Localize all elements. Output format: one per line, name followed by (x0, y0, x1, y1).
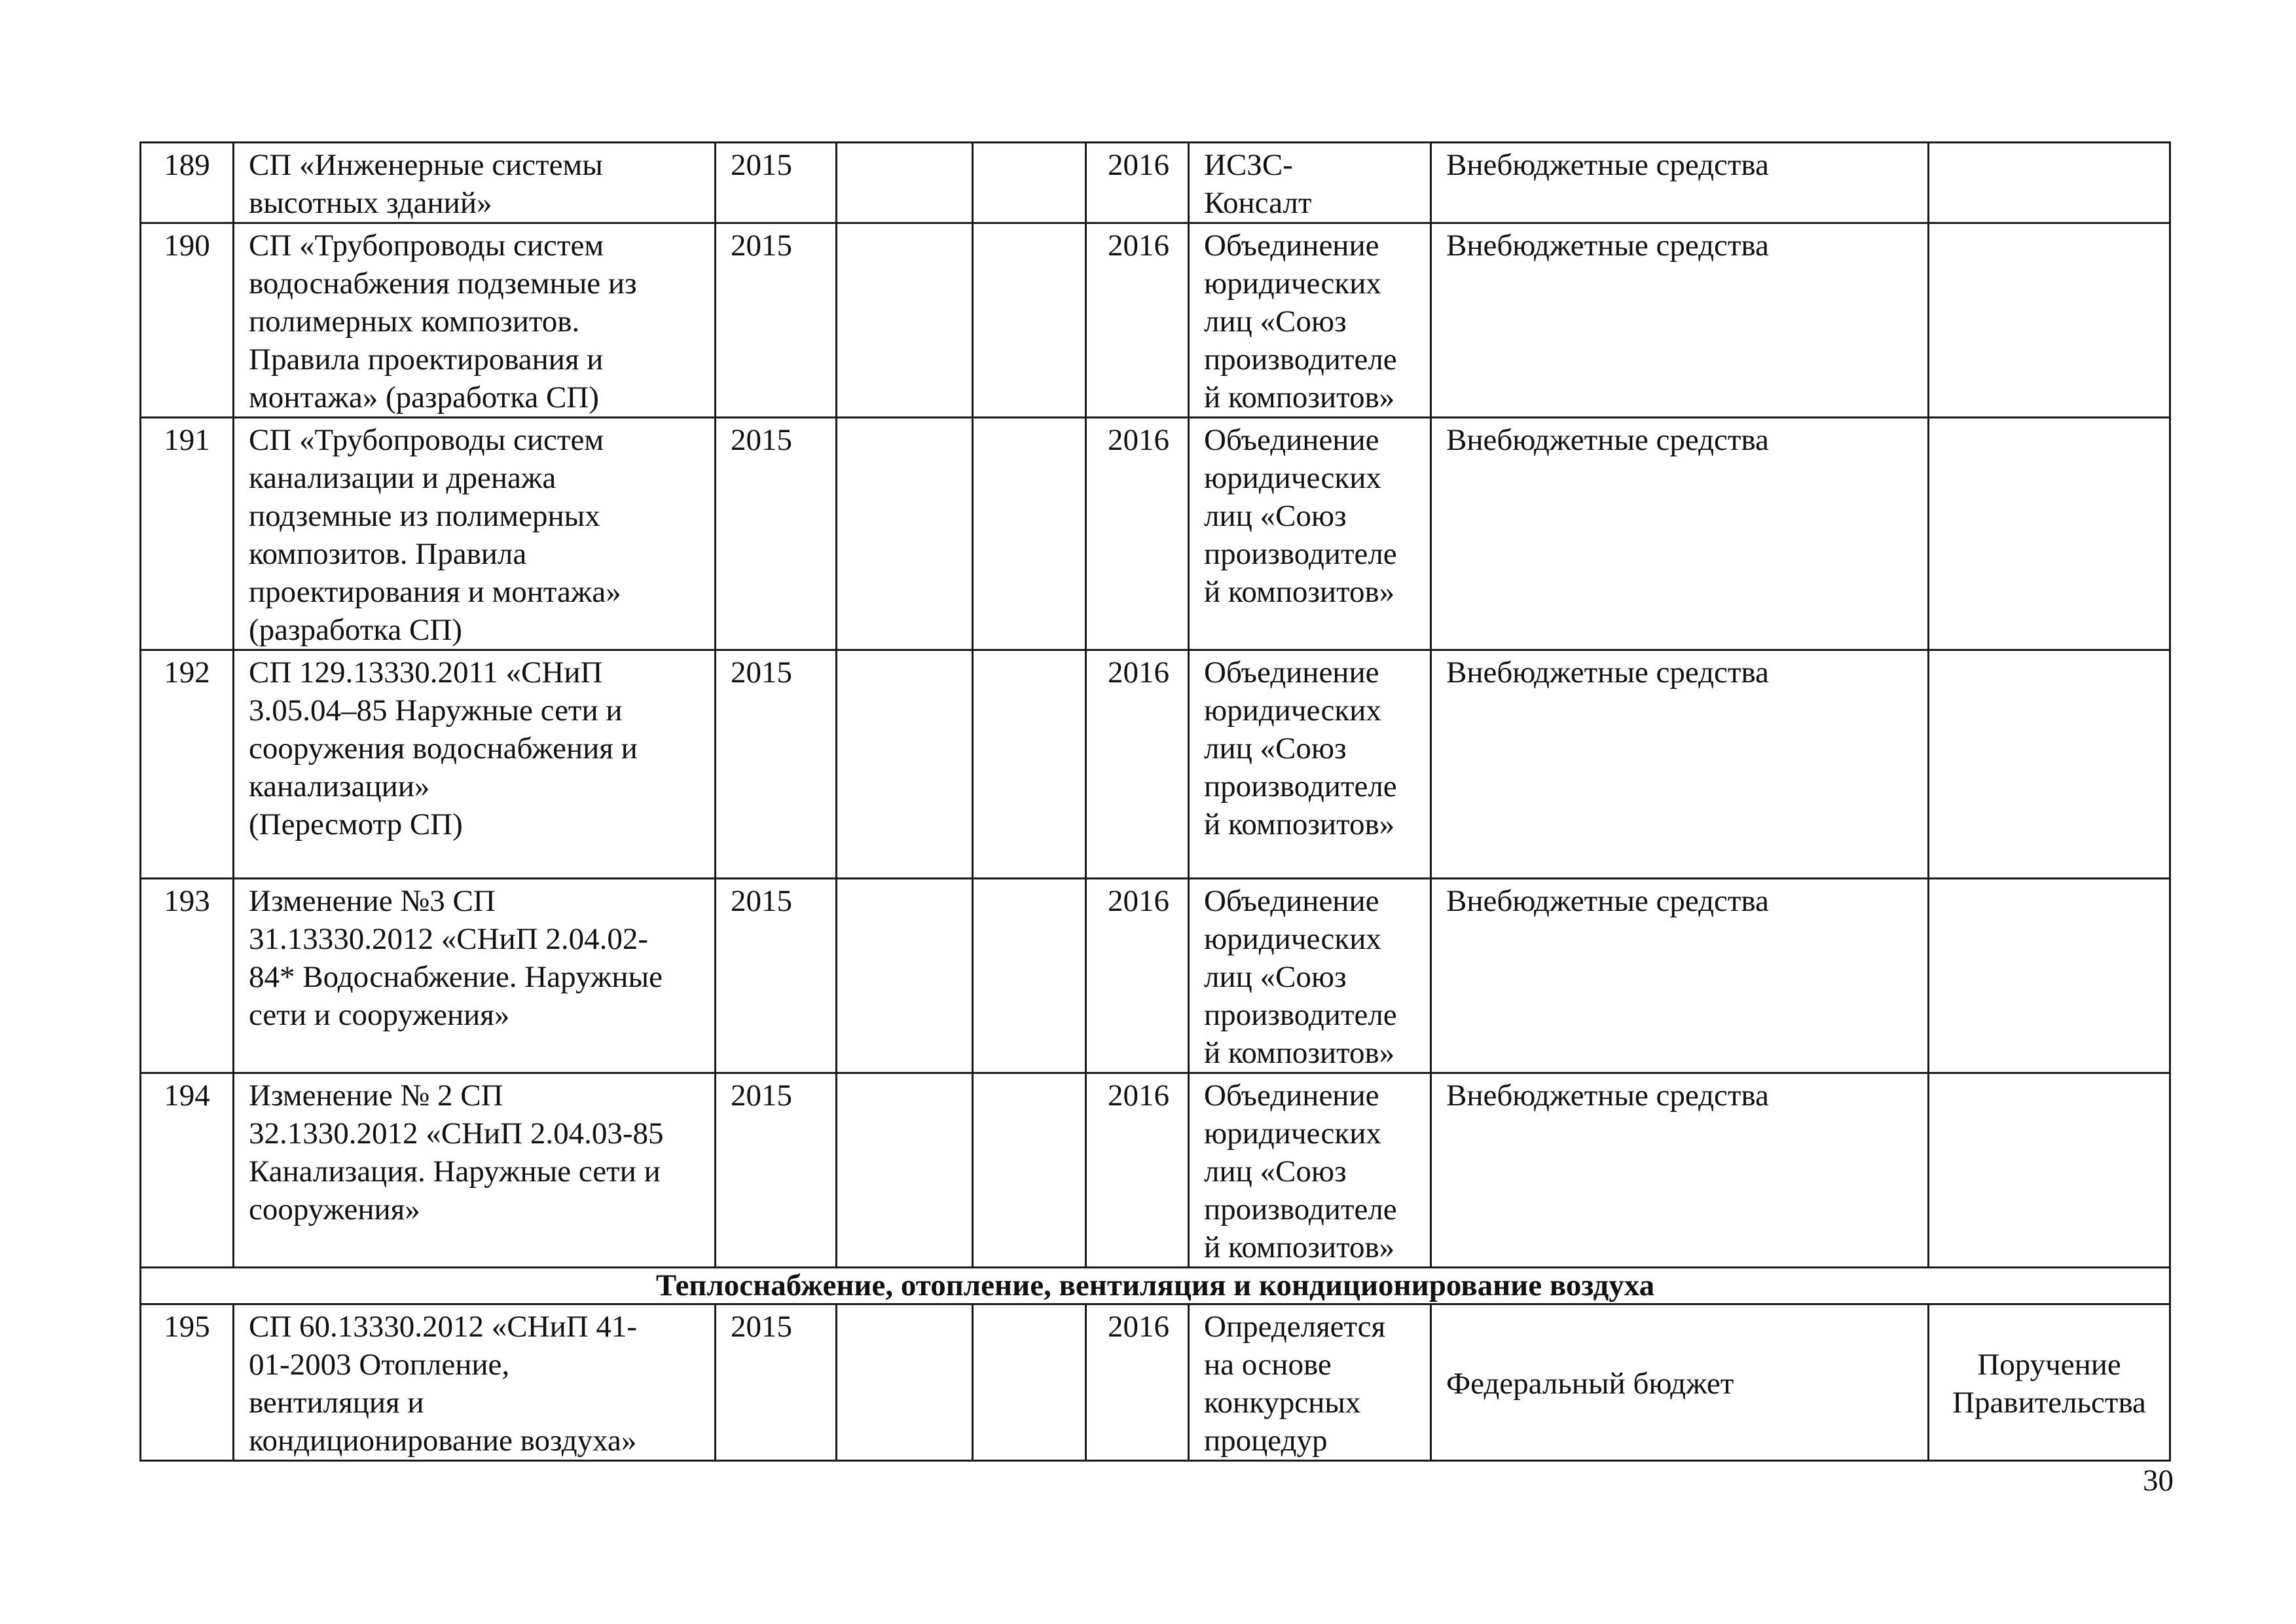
note (1929, 879, 2170, 1073)
table-row (141, 223, 2170, 418)
page-number: 30 (2143, 1464, 2174, 1498)
document-name: Изменение № 2 СП 32.1330.2012 «СНиП 2.04.03-85 Канализация. Наружные сети и сооружения» (234, 1073, 716, 1268)
table-row (141, 879, 2170, 1073)
developer: Объединение юридических лиц «Союз производителе й композитов» (1189, 223, 1431, 418)
developer: Объединение юридических лиц «Союз производителе й композитов» (1189, 650, 1431, 879)
note (1929, 223, 2170, 418)
developer: Объединение юридических лиц «Союз производителе й композитов» (1189, 879, 1431, 1073)
start-year: 2015 (716, 1073, 837, 1268)
row-number: 191 (141, 418, 234, 650)
developer: Объединение юридических лиц «Союз производителе й композитов» (1189, 418, 1431, 650)
section-header-row (141, 1268, 2170, 1304)
end-year: 2016 (1086, 418, 1189, 650)
start-year: 2015 (716, 418, 837, 650)
note (1929, 143, 2170, 223)
funding-source: Внебюджетные средства (1431, 223, 1929, 418)
empty-cell (973, 418, 1086, 650)
start-year: 2015 (716, 223, 837, 418)
empty-cell (837, 418, 973, 650)
empty-cell (973, 143, 1086, 223)
document-name: СП «Трубопроводы систем канализации и дренажа подземные из полимерных композитов. Правила проектирования и монтажа» (разработка СП) (234, 418, 716, 650)
developer: Определяется на основе конкурсных процедур (1189, 1304, 1431, 1461)
funding-source: Внебюджетные средства (1431, 1073, 1929, 1268)
document-name: Изменение №3 СП 31.13330.2012 «СНиП 2.04.02- 84* Водоснабжение. Наружные сети и сооружения» (234, 879, 716, 1073)
row-number: 193 (141, 879, 234, 1073)
empty-cell (973, 650, 1086, 879)
end-year: 2016 (1086, 223, 1189, 418)
start-year: 2015 (716, 1304, 837, 1461)
table-body (141, 143, 2170, 1461)
empty-cell (973, 223, 1086, 418)
empty-cell (837, 223, 973, 418)
row-number: 189 (141, 143, 234, 223)
row-number: 194 (141, 1073, 234, 1268)
funding-source: Внебюджетные средства (1431, 418, 1929, 650)
empty-cell (973, 1073, 1086, 1268)
funding-source: Федеральный бюджет (1431, 1304, 1929, 1461)
table-row (141, 650, 2170, 879)
funding-source: Внебюджетные средства (1431, 879, 1929, 1073)
start-year: 2015 (716, 650, 837, 879)
empty-cell (837, 1073, 973, 1268)
end-year: 2016 (1086, 650, 1189, 879)
empty-cell (837, 650, 973, 879)
note: Поручение Правительства (1929, 1304, 2170, 1461)
empty-cell (973, 879, 1086, 1073)
row-number: 195 (141, 1304, 234, 1461)
table-row (141, 143, 2170, 223)
empty-cell (837, 879, 973, 1073)
start-year: 2015 (716, 879, 837, 1073)
start-year: 2015 (716, 143, 837, 223)
end-year: 2016 (1086, 1304, 1189, 1461)
note (1929, 1073, 2170, 1268)
document-name: СП «Инженерные системы высотных зданий» (234, 143, 716, 223)
table-row (141, 418, 2170, 650)
end-year: 2016 (1086, 143, 1189, 223)
section-title: Теплоснабжение, отопление, вентиляция и кондиционирование воздуха (141, 1268, 2170, 1304)
empty-cell (837, 143, 973, 223)
note (1929, 418, 2170, 650)
end-year: 2016 (1086, 879, 1189, 1073)
document-table (139, 141, 2171, 1462)
row-number: 190 (141, 223, 234, 418)
table-row (141, 1073, 2170, 1268)
funding-source: Внебюджетные средства (1431, 143, 1929, 223)
funding-source: Внебюджетные средства (1431, 650, 1929, 879)
developer: Объединение юридических лиц «Союз производителе й композитов» (1189, 1073, 1431, 1268)
document-name: СП 129.13330.2011 «СНиП 3.05.04–85 Наружные сети и сооружения водоснабжения и канализации» (Пересмотр СП) (234, 650, 716, 879)
document-name: СП 60.13330.2012 «СНиП 41- 01-2003 Отопление, вентиляция и кондиционирование воздуха» (234, 1304, 716, 1461)
document-name: СП «Трубопроводы систем водоснабжения подземные из полимерных композитов. Правила проектирования и монтажа» (разработка СП) (234, 223, 716, 418)
note (1929, 650, 2170, 879)
end-year: 2016 (1086, 1073, 1189, 1268)
row-number: 192 (141, 650, 234, 879)
developer: ИСЗС- Консалт (1189, 143, 1431, 223)
table-row (141, 1304, 2170, 1461)
empty-cell (973, 1304, 1086, 1461)
empty-cell (837, 1304, 973, 1461)
